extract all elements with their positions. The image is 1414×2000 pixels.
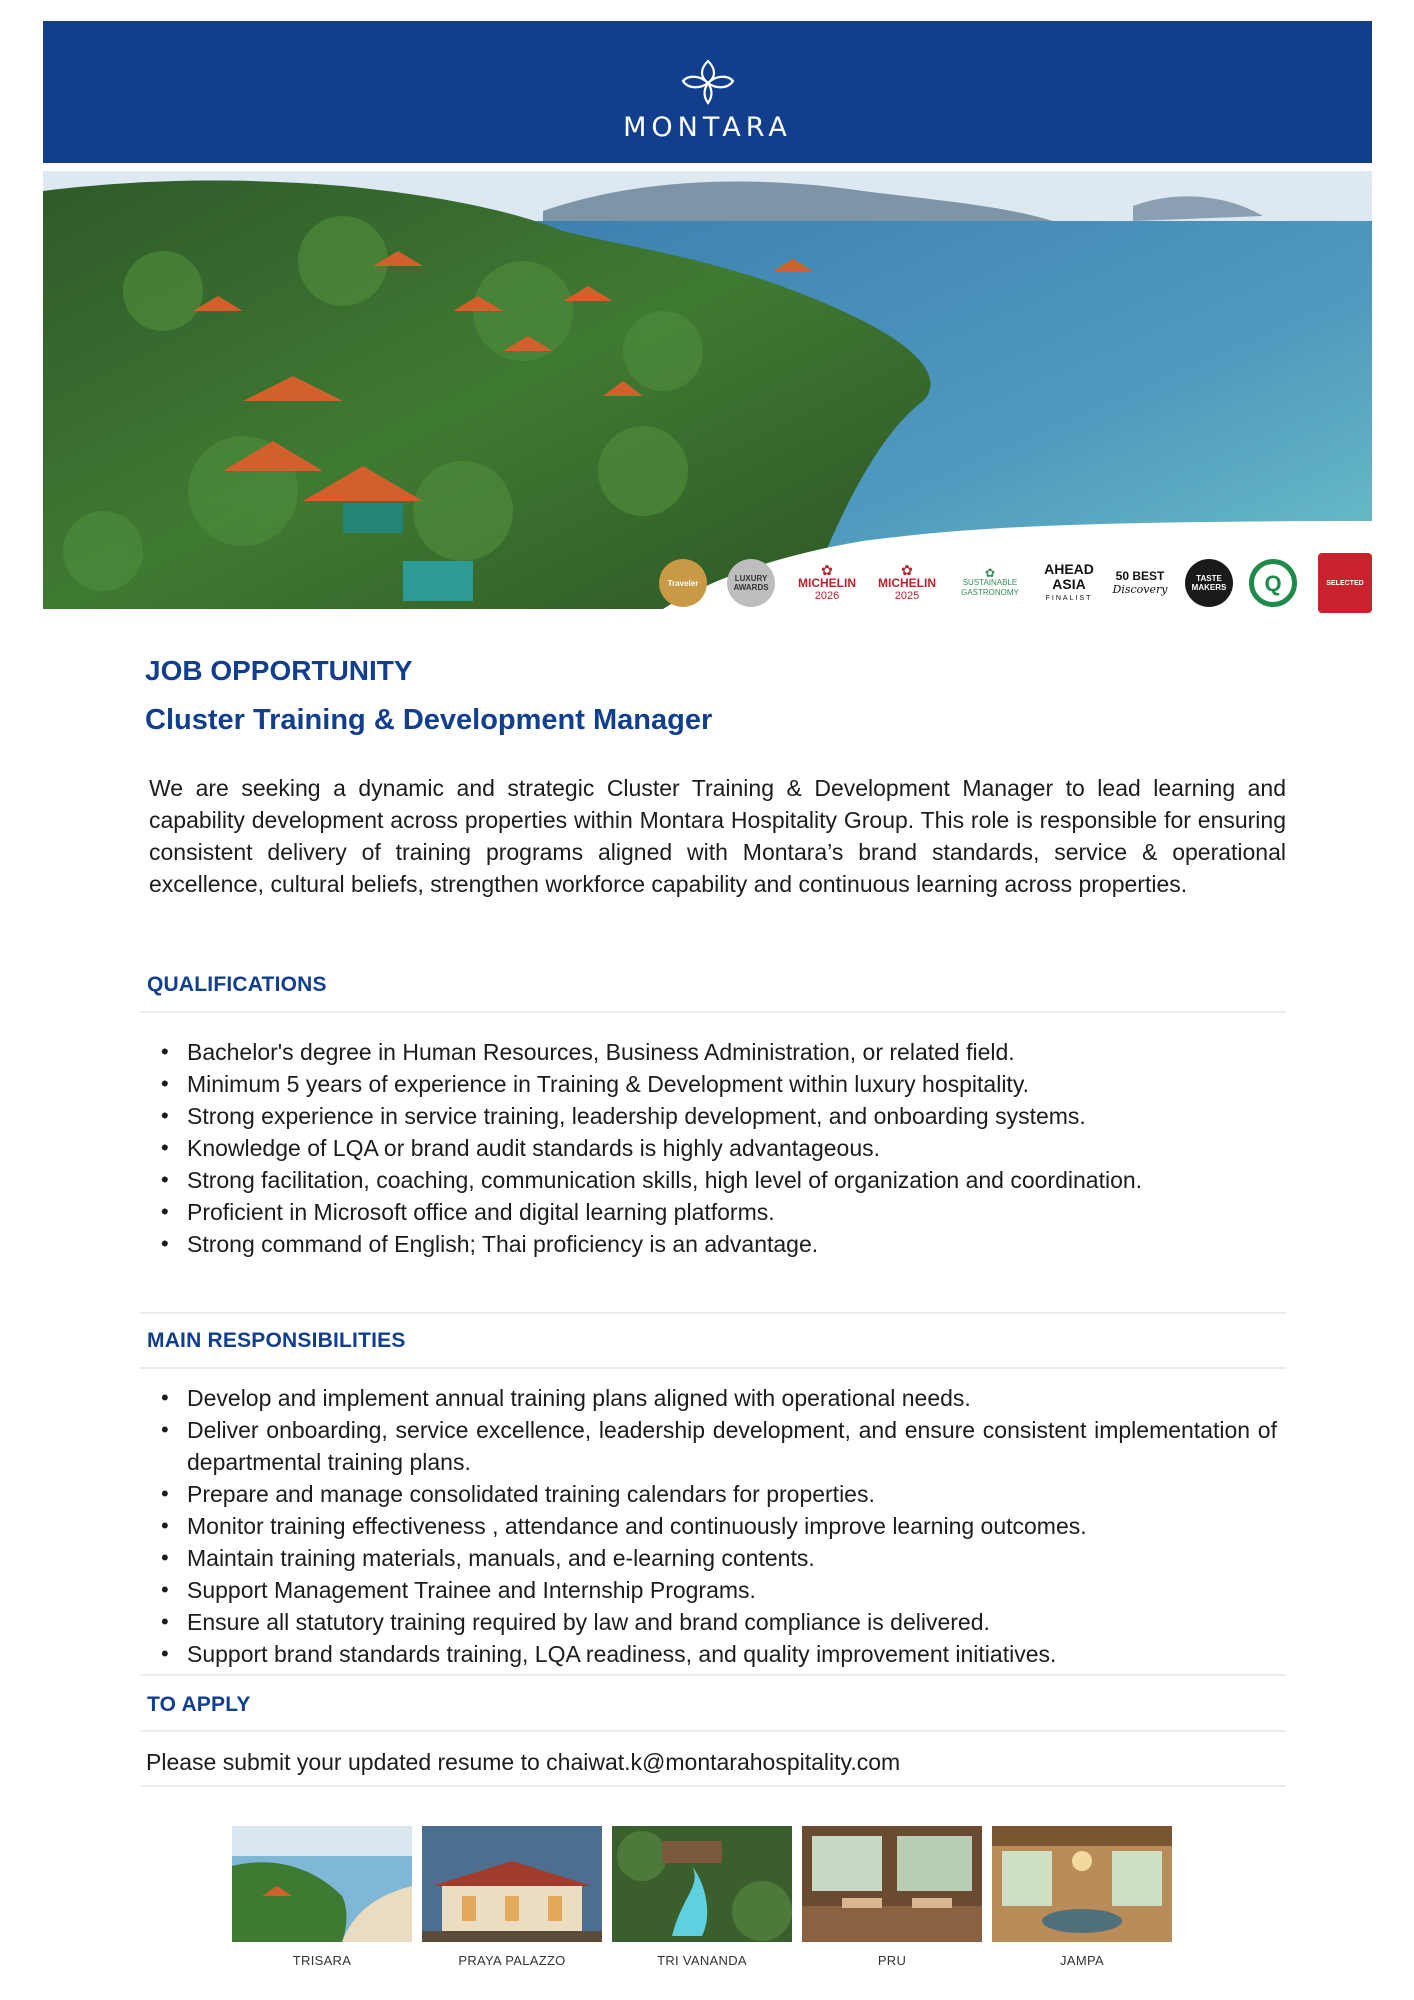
list-item: • Develop and implement annual training plans aligned with operational needs.: [187, 1382, 1287, 1414]
property-tri-vananda[interactable]: [612, 1826, 792, 1968]
divider: [140, 1011, 1286, 1013]
property-photo: [422, 1826, 602, 1942]
traveler-award-badge: Traveler: [658, 553, 708, 613]
job-intro: We are seeking a dynamic and strategic Cluster Training & Development Manager to lead learning and capability development across properties within Montara Hospitality Group. This role is responsible for ensuring consistent delivery of training programs aligned with Montara’s brand standards, service & operational excellence, cultural beliefs, strengthen workforce capability and continuous learning across properties.: [149, 775, 1286, 897]
list-item: • Strong facilitation, coaching, communication skills, high level of organization and coordination.: [187, 1164, 1147, 1196]
luxury-awards-badge: LUXURY AWARDS: [726, 553, 776, 613]
list-item: • Strong command of English; Thai proficiency is an advantage.: [187, 1228, 1287, 1260]
taste-makers-badge: TASTE MAKERS: [1184, 553, 1234, 613]
property-gallery: [232, 1826, 1172, 1976]
header-banner: [43, 21, 1372, 163]
list-item: • Support Management Trainee and Internship Programs.: [187, 1574, 1287, 1606]
divider: [140, 1785, 1286, 1787]
list-item: • Prepare and manage consolidated training calendars for properties.: [187, 1478, 1287, 1510]
qualifications-list: [187, 1036, 1287, 1260]
brand-logo[interactable]: [43, 59, 1372, 143]
apply-instructions[interactable]: Please submit your updated resume to chaiwat.k@montarahospitality.com: [146, 1749, 901, 1775]
list-item: • Proficient in Microsoft office and digital learning platforms.: [187, 1196, 1287, 1228]
brand-name: MONTARA: [623, 112, 792, 143]
property-trisara[interactable]: [232, 1826, 412, 1968]
list-item: • Maintain training materials, manuals, and e-learning contents.: [187, 1542, 1287, 1574]
property-photo: [232, 1826, 412, 1942]
qualifications-heading: QUALIFICATIONS: [147, 973, 327, 996]
property-jampa[interactable]: [992, 1826, 1172, 1968]
list-item: • Monitor training effectiveness , attendance and continuously improve learning outcomes.: [187, 1510, 1287, 1542]
lotus-icon: [680, 59, 736, 105]
property-praya-palazzo[interactable]: [422, 1826, 602, 1968]
50-best-badge: 50 BEST Discovery: [1112, 569, 1168, 596]
property-name: TRISARA: [292, 1953, 352, 1968]
divider: [140, 1730, 1286, 1732]
property-name: JAMPA: [1060, 1953, 1104, 1968]
property-name: PRU: [877, 1953, 907, 1968]
property-name: PRAYA PALAZZO: [458, 1953, 566, 1968]
q-award-badge: Q: [1248, 553, 1298, 613]
list-item: • Knowledge of LQA or brand audit standards is highly advantageous.: [187, 1132, 1287, 1164]
divider: [140, 1367, 1286, 1369]
ahead-asia-badge: AHEAD ASIA FINALIST: [1044, 560, 1094, 602]
list-item: • Bachelor's degree in Human Resources, Business Administration, or related field.: [187, 1036, 1287, 1068]
responsibilities-heading: MAIN RESPONSIBILITIES: [147, 1329, 406, 1352]
property-photo: [802, 1826, 982, 1942]
selected-badge: SELECTED: [1318, 553, 1372, 613]
job-label: JOB OPPORTUNITY: [145, 655, 413, 686]
property-photo: [992, 1826, 1172, 1942]
job-title: Cluster Training & Development Manager: [145, 704, 713, 736]
sustainable-gastronomy-badge: ✿ SUSTAINABLE GASTRONOMY: [961, 566, 1019, 597]
divider: [140, 1312, 1286, 1314]
property-photo: [612, 1826, 792, 1942]
apply-heading: TO APPLY: [147, 1693, 251, 1716]
michelin-2025-badge: ✿ MICHELIN 2025: [878, 561, 936, 602]
list-item: • Deliver onboarding, service excellence, leadership development, and ensure consistent implementation of departmental training plans.: [187, 1414, 1277, 1478]
list-item: • Strong experience in service training, leadership development, and onboarding systems.: [187, 1100, 1287, 1132]
list-item: • Minimum 5 years of experience in Training & Development within luxury hospitality.: [187, 1068, 1287, 1100]
list-item: • Support brand standards training, LQA readiness, and quality improvement initiatives.: [187, 1638, 1287, 1670]
awards-row: [654, 553, 1372, 623]
divider: [140, 1674, 1286, 1676]
michelin-2026-badge: ✿ MICHELIN 2026: [798, 561, 856, 602]
hero-resort-photo: [43, 171, 1372, 609]
responsibilities-list: [187, 1382, 1287, 1670]
property-pru[interactable]: [802, 1826, 982, 1968]
list-item: • Ensure all statutory training required by law and brand compliance is delivered.: [187, 1606, 1287, 1638]
property-name: TRI VANANDA: [657, 1953, 747, 1968]
